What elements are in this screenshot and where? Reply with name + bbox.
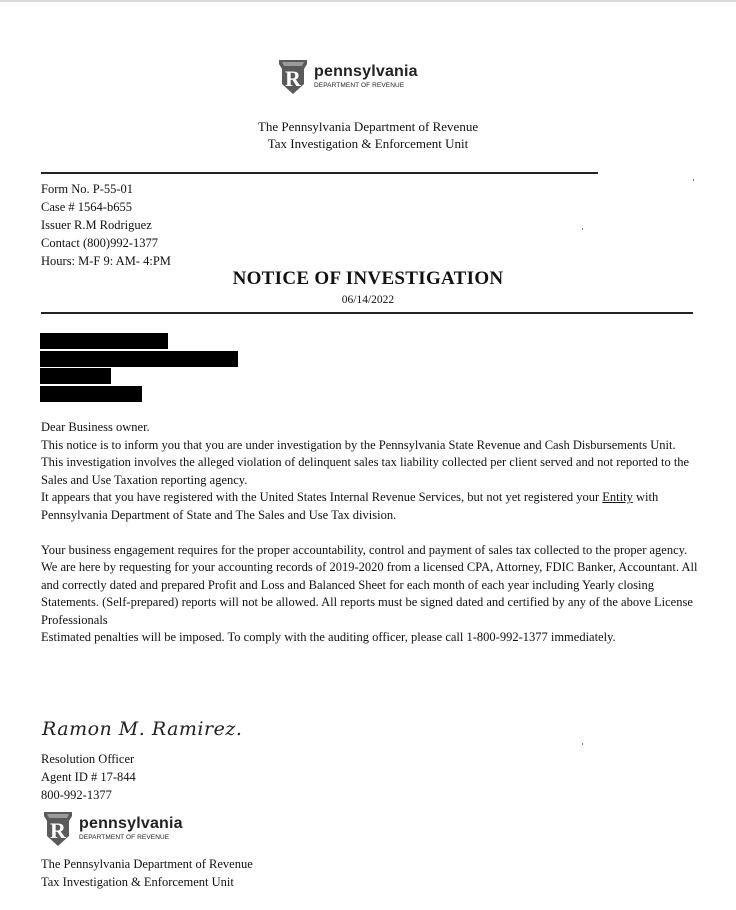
- redacted-address-line: [40, 368, 111, 384]
- logo-letter: R: [285, 66, 301, 91]
- logo-wordmark: pennsylvania: [79, 815, 183, 832]
- pa-revenue-logo: [276, 59, 418, 95]
- logo-subtitle: DEPARTMENT OF REVENUE: [314, 82, 405, 89]
- header-unit: Tax Investigation & Enforcement Unit: [267, 136, 469, 151]
- footer-unit: Tax Investigation & Enforcement Unit: [41, 875, 234, 889]
- underlined-entity: Entity: [602, 490, 633, 504]
- title-divider: [41, 312, 693, 314]
- case-number: Case # 1564-b655: [41, 200, 132, 214]
- officer-title: Resolution Officer: [41, 752, 135, 766]
- scan-speck: [693, 179, 694, 181]
- logo-subtitle: DEPARTMENT OF REVENUE: [79, 834, 170, 841]
- footer-department: The Pennsylvania Department of Revenue: [41, 857, 253, 871]
- signature-block: [41, 750, 136, 804]
- logo-wordmark: pennsylvania: [314, 63, 418, 80]
- scan-speck: [582, 228, 583, 230]
- letter-body: [41, 419, 701, 647]
- paragraph: This investigation involves the alleged violation of delinquent sales tax liability collected per client served and not reported to the Sales and Use Taxation reporting agency.: [41, 455, 690, 487]
- logo-letter: R: [50, 818, 66, 843]
- officer-phone: 800-992-1377: [41, 788, 112, 802]
- issuer: Issuer R.M Rodriguez: [41, 218, 152, 232]
- paragraph: We are here by requesting for your accounting records of 2019-2020 from a licensed CPA, Attorney, FDIC Banker, Accountant. All and correctly dated and prepared Profit and Loss and Balanced Sheet for each month of each year including Yearly closing Statements. (Self-prepared) reports will not be allowed. All reports must be signed dated and certified by any of the above License Professionals: [41, 560, 698, 627]
- redacted-address-line: [40, 386, 142, 402]
- case-details: [41, 180, 171, 270]
- office-hours: Hours: M-F 9: AM- 4:PM: [41, 254, 171, 268]
- header-department: The Pennsylvania Department of Revenue: [257, 119, 479, 134]
- footer-address: [41, 855, 253, 891]
- contact-phone: Contact (800)992-1377: [41, 236, 158, 250]
- agent-id: Agent ID # 17-844: [41, 770, 136, 784]
- keystone-logo-icon: [276, 59, 310, 95]
- paragraph: Your business engagement requires for the proper accountability, control and payment of sales tax collected to the proper agency.: [41, 542, 688, 557]
- scan-speck: [582, 743, 583, 745]
- keystone-logo-icon: [41, 811, 75, 847]
- paragraph: It appears that you have registered with the United States Internal Revenue Services, but not yet registered your Entity with Pennsylvania Department of State and The Sales and Use Tax division.: [41, 490, 659, 522]
- page-top-edge: [0, 0, 736, 2]
- pa-revenue-logo-footer: [41, 811, 183, 847]
- redacted-address-line: [40, 351, 238, 367]
- greeting: Dear Business owner.: [41, 420, 150, 434]
- handwritten-signature: Ramon M. Ramirez.: [42, 718, 243, 740]
- header-divider: [41, 172, 598, 174]
- notice-title: NOTICE OF INVESTIGATION: [232, 268, 504, 289]
- redacted-address-line: [40, 333, 168, 349]
- paragraph: This notice is to inform you that you are under investigation by the Pennsylvania State Revenue and Cash Disbursements Unit.: [41, 437, 676, 452]
- form-number: Form No. P-55-01: [41, 182, 134, 196]
- notice-date: 06/14/2022: [341, 294, 395, 306]
- paragraph: Estimated penalties will be imposed. To comply with the auditing officer, please call 1-800-992-1377 immediately.: [41, 630, 616, 644]
